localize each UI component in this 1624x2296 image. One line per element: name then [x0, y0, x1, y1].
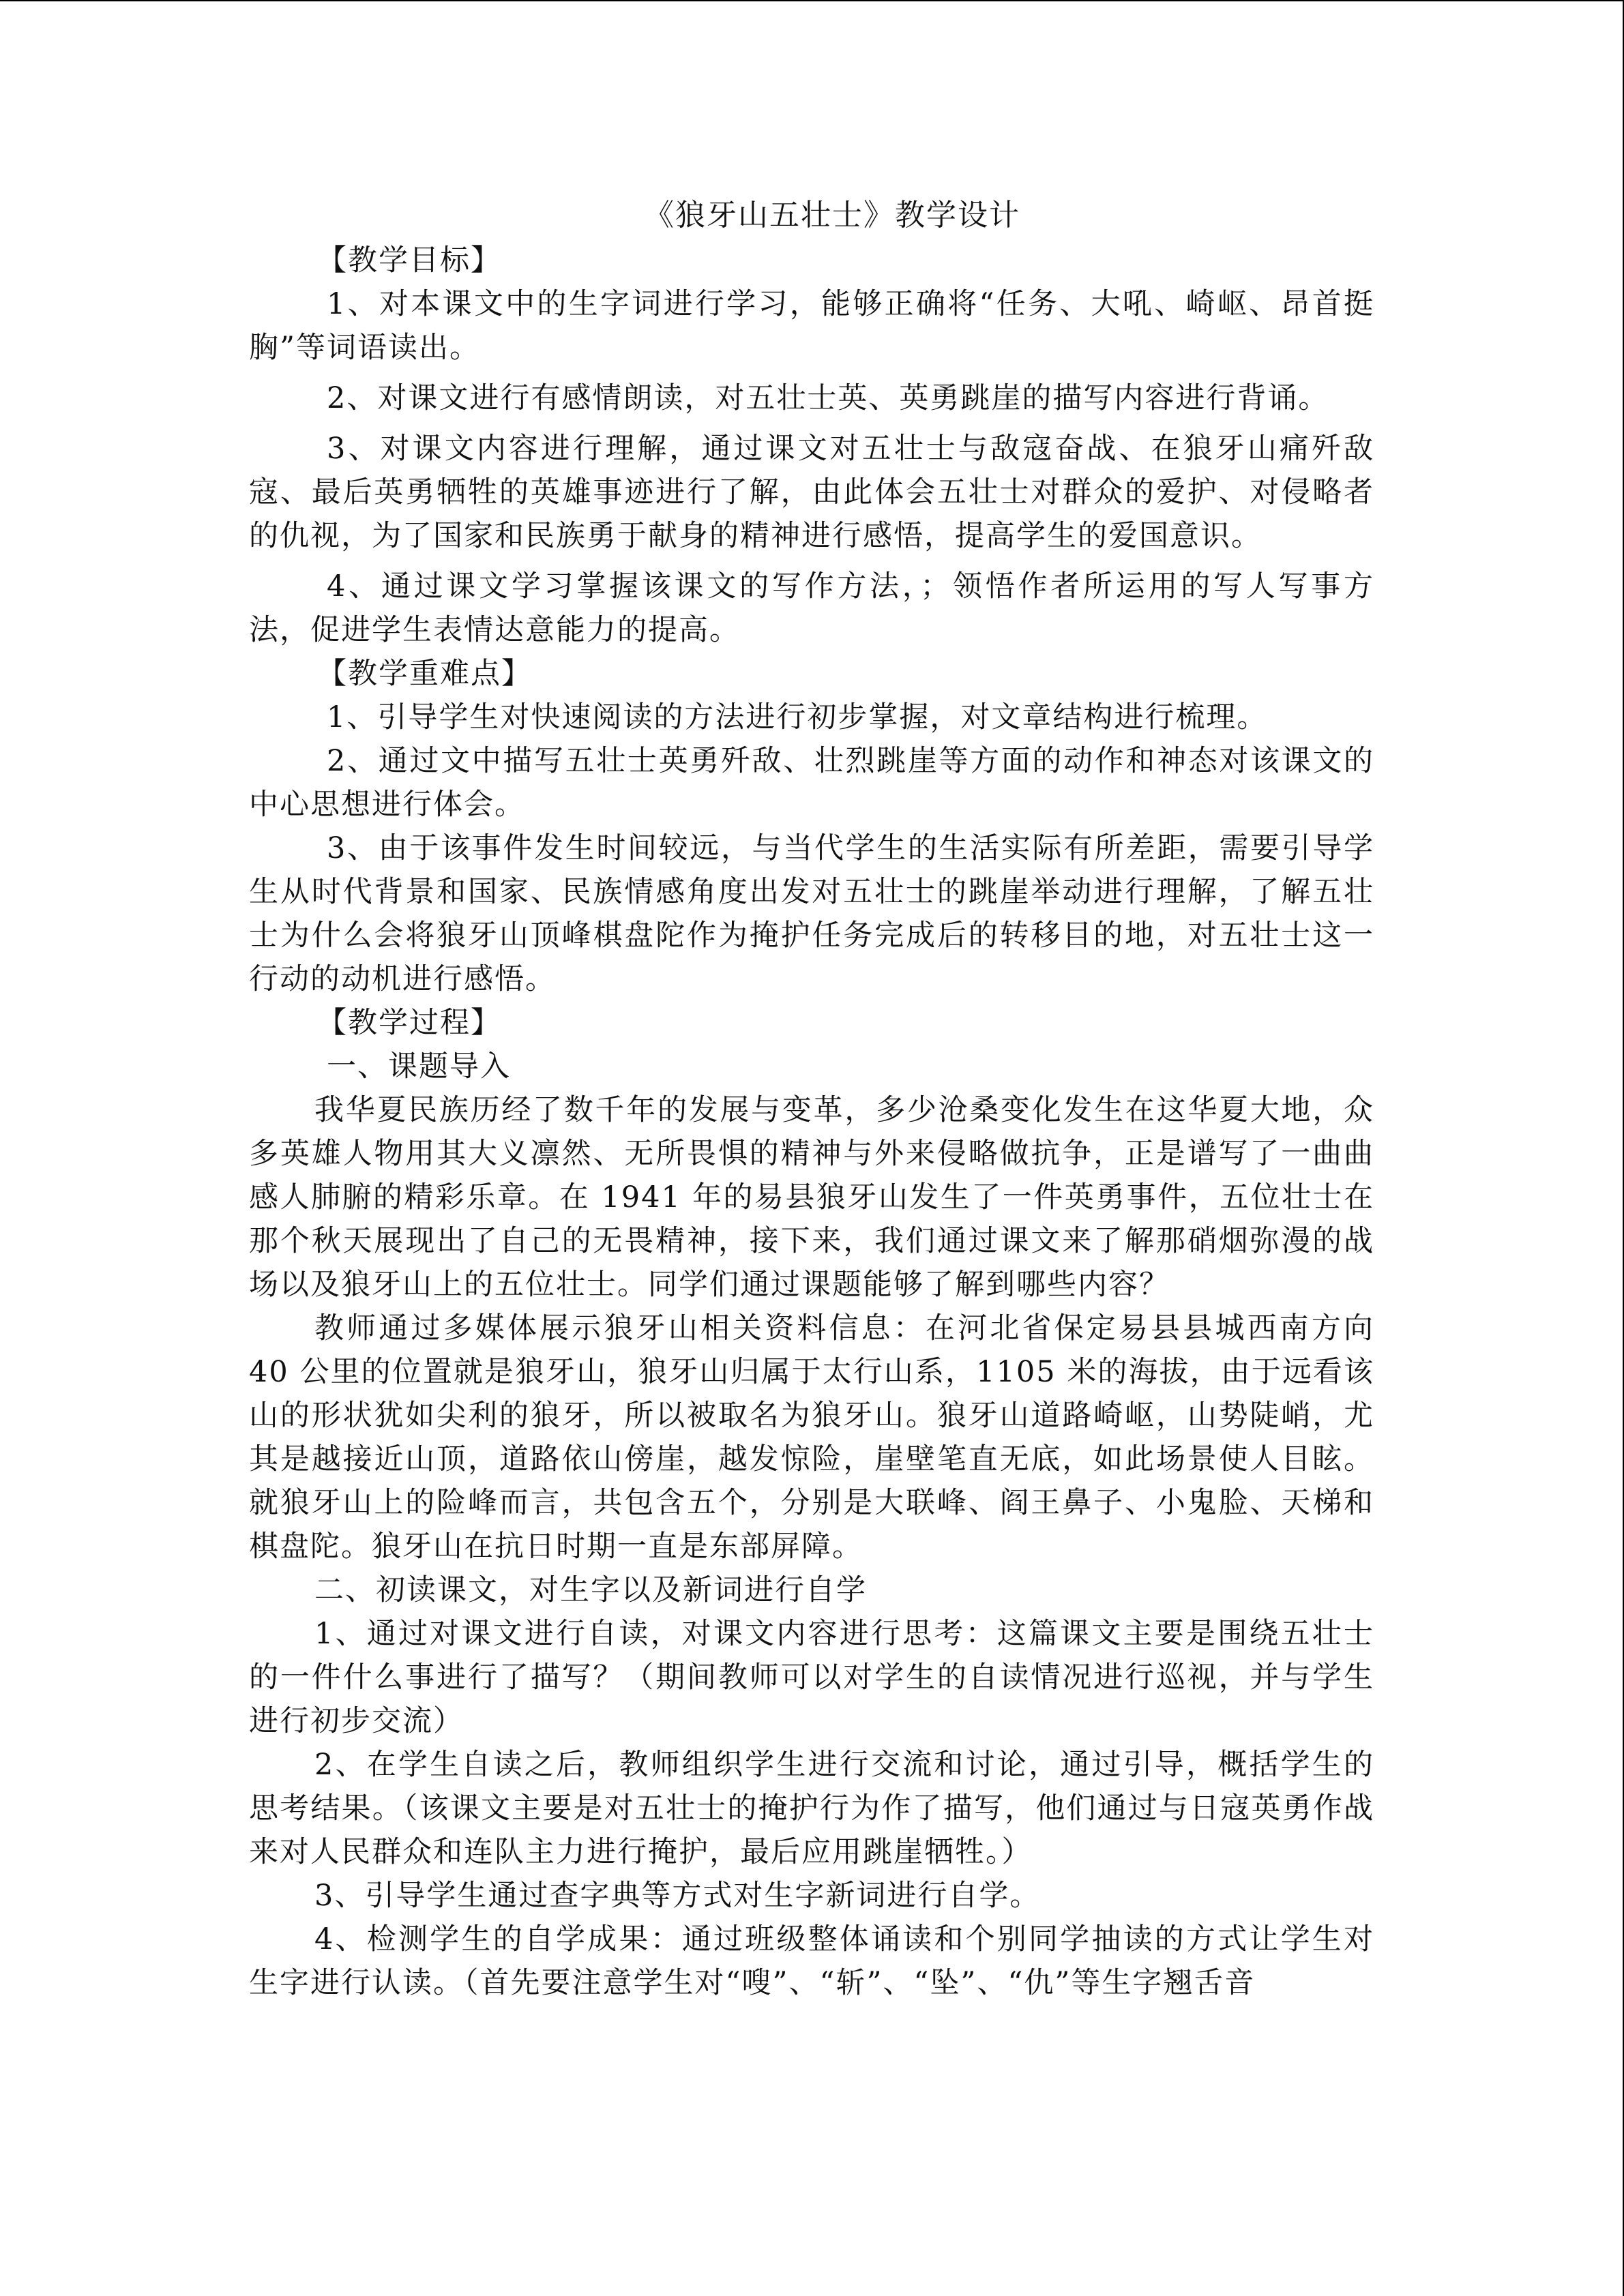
process-paragraph-intro: 我华夏民族历经了数千年的发展与变革，多少沧桑变化发生在这华夏大地，众多英雄人物用其大义凛然、无所畏惧的精神与外来侵略做抗争，正是谱写了一曲曲感人肺腑的精彩乐章。在 1941 年的易县狼牙山发生了一件英勇事件，五位壮士在那个秋天展现出了自己的无畏精神，接下来，我们通过课文来了解那硝烟弥漫的战场以及狼牙山上的五位壮士。同学们通过课题能够了解到哪些内容？	[249, 1093, 1374, 1302]
document-page	[249, 194, 1374, 2005]
objective-3: 3、对课文内容进行理解，通过课文对五壮士与敌寇奋战、在狼牙山痛歼敌寇、最后英勇牺牲的英雄事迹进行了解，由此体会五壮士对群众的爱护、对侵略者的仇视，为了国家和民族勇于献身的精神进行感悟，提高学生的爱国意识。	[249, 432, 1374, 553]
process-step-3: 3、引导学生通过查字典等方式对生字新词进行自学。	[314, 1879, 1041, 1913]
objective-1: 1、对本课文中的生字词进行学习，能够正确将“任务、大吼、崎岖、昂首挺胸”等词语读出。	[249, 287, 1374, 365]
objective-2: 2、对课文进行有感情朗读，对五壮士英、英勇跳崖的描写内容进行背诵。	[327, 381, 1329, 415]
key-point-2: 2、通过文中描写五壮士英勇歼敌、壮烈跳崖等方面的动作和神态对该课文的中心思想进行体会。	[249, 744, 1374, 822]
key-point-3: 3、由于该事件发生时间较远，与当代学生的生活实际有所差距，需要引导学生从时代背景和国家、民族情感角度出发对五壮士的跳崖举动进行理解，了解五壮士为什么会将狼牙山顶峰棋盘陀作为掩护任务完成后的转移目的地，对五壮士这一行动的动机进行感悟。	[249, 831, 1374, 996]
key-point-1: 1、引导学生对快速阅读的方法进行初步掌握，对文章结构进行梳理。	[327, 700, 1268, 734]
process-step-2: 2、在学生自读之后，教师组织学生进行交流和讨论，通过引导，概括学生的思考结果。（该课文主要是对五壮士的掩护行为作了描写，他们通过与日寇英勇作战来对人民群众和连队主力进行掩护，最后应用跳崖牺牲。）	[249, 1748, 1374, 1869]
process-paragraph-media: 教师通过多媒体展示狼牙山相关资料信息：在河北省保定易县县城西南方向 40 公里的位置就是狼牙山，狼牙山归属于太行山系，1105 米的海拔，由于远看该山的形状犹如尖利的狼牙，所以被取名为狼牙山。狼牙山道路崎岖，山势陡峭，尤其是越接近山顶，道路依山傍崖，越发惊险，崖壁笔直无底，如此场景使人目眩。就狼牙山上的险峰而言，共包含五个，分别是大联峰、阎王鼻子、小鬼脸、天梯和棋盘陀。狼牙山在抗日时期一直是东部屏障。	[249, 1311, 1374, 1564]
process-subheading-2: 二、初读课文，对生字以及新词进行自学	[314, 1573, 867, 1607]
process-step-1: 1、通过对课文进行自读，对课文内容进行思考：这篇课文主要是围绕五壮士的一件什么事进行了描写？（期间教师可以对学生的自读情况进行巡视，并与学生进行初步交流）	[249, 1617, 1374, 1738]
document-title: 《狼牙山五壮士》教学设计	[644, 198, 1020, 233]
process-step-4: 4、检测学生的自学成果：通过班级整体诵读和个别同学抽读的方式让学生对生字进行认读。（首先要注意学生对“嗖”、“斩”、“坠”、“仇”等生字翘舌音	[249, 1922, 1374, 2000]
section-heading-objectives: 【教学目标】	[317, 243, 501, 278]
process-subheading-1: 一、课题导入	[327, 1049, 511, 1084]
section-heading-process: 【教学过程】	[317, 1006, 501, 1040]
objective-4: 4、通过课文学习掌握该课文的写作方法，；领悟作者所运用的写人写事方法，促进学生表情达意能力的提高。	[249, 569, 1374, 647]
section-heading-key-points: 【教学重难点】	[317, 657, 532, 691]
